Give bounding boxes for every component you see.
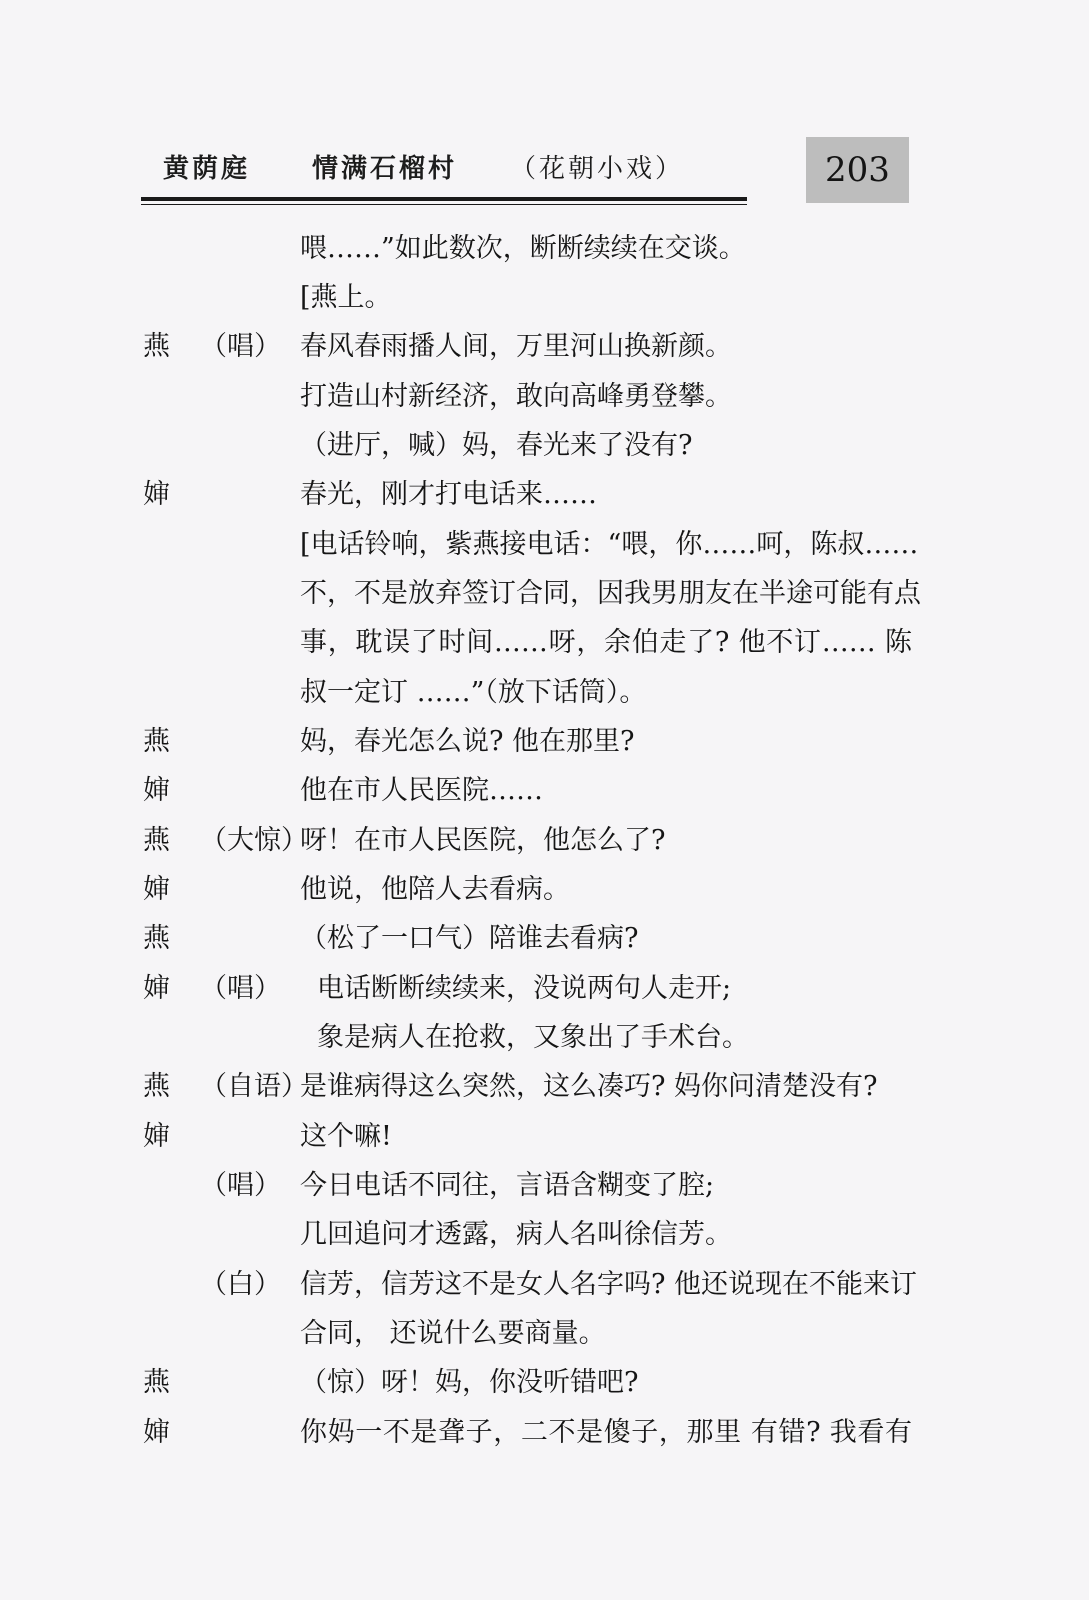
line-text: 他说，他陪人去看病。	[300, 874, 570, 905]
speaker: 婶	[143, 1417, 170, 1448]
script-line	[0, 766, 1089, 816]
script-line	[0, 1260, 1089, 1310]
script-line	[0, 1013, 1089, 1063]
speaker: 婶	[143, 1121, 170, 1152]
line-text: 妈，春光怎么说? 他在那里?	[300, 726, 635, 757]
script-line	[0, 914, 1089, 964]
speaker: 婶	[143, 874, 170, 905]
line-text: 象是病人在抢救，又象出了手术台。	[317, 1022, 749, 1053]
speaker: 婶	[143, 775, 170, 806]
header-rule-thin	[141, 204, 747, 205]
speaker: 燕	[143, 331, 170, 362]
line-text: 几回追问才透露，病人名叫徐信芳。	[300, 1219, 732, 1250]
line-text: 你妈一不是聋子，二不是傻子，那里 有错? 我看有	[300, 1417, 912, 1448]
script-line	[0, 224, 1089, 274]
script-line	[0, 470, 1089, 520]
speaker: 婶	[143, 973, 170, 1004]
speaker: 燕	[143, 923, 170, 954]
script-line	[0, 1112, 1089, 1162]
script-line	[0, 1309, 1089, 1359]
header-title: 情满石榴村	[312, 154, 458, 184]
script-line	[0, 372, 1089, 422]
stage-direction: （大惊）	[200, 825, 308, 856]
stage-direction: （白）	[200, 1269, 281, 1300]
script-line	[0, 569, 1089, 619]
page-number-box	[806, 137, 909, 203]
script-line	[0, 322, 1089, 372]
line-text: （松了一口气）陪谁去看病?	[300, 923, 639, 954]
line-text: 叔一定订 ……”（放下话筒）。	[300, 677, 647, 708]
script-line	[0, 816, 1089, 866]
line-text: 不，不是放弃签订合同，因我男朋友在半途可能有点	[300, 578, 921, 609]
line-text: 喂……”如此数次，断断续续在交谈。	[300, 233, 746, 264]
stage-direction: （唱）	[200, 331, 281, 362]
line-text: 春风春雨播人间，万里河山换新颜。	[300, 331, 732, 362]
page-number: 203	[825, 150, 890, 190]
script-line	[0, 865, 1089, 915]
speaker: 燕	[143, 1071, 170, 1102]
running-header	[0, 0, 1089, 210]
line-text: 事，耽误了时间……呀，余伯走了? 他不订…… 陈	[300, 627, 912, 658]
line-text: 他在市人民医院……	[300, 775, 543, 806]
header-rule-thick	[141, 197, 747, 201]
header-genre: （花朝小戏）	[510, 154, 685, 184]
stage-direction: （唱）	[200, 973, 281, 1004]
line-text: [电话铃响，紫燕接电话：“喂，你……呵，陈叔……	[300, 529, 919, 560]
script-line	[0, 421, 1089, 471]
stage-direction: （唱）	[200, 1170, 281, 1201]
line-text: 今日电话不同往，言语含糊变了腔;	[300, 1170, 715, 1201]
script-line	[0, 520, 1089, 570]
script-line	[0, 1358, 1089, 1408]
script-line	[0, 717, 1089, 767]
line-text: （进厅，喊）妈，春光来了没有?	[300, 430, 693, 461]
speaker: 燕	[143, 726, 170, 757]
speaker: 婶	[143, 479, 170, 510]
line-text: 电话断断续续来，没说两句人走开;	[317, 973, 732, 1004]
script-line	[0, 618, 1089, 668]
script-line	[0, 668, 1089, 718]
line-text: 打造山村新经济，敢向高峰勇登攀。	[300, 381, 732, 412]
speaker: 燕	[143, 825, 170, 856]
script-line	[0, 273, 1089, 323]
line-text: 是谁病得这么突然，这么凑巧? 妈你问清楚没有?	[300, 1071, 878, 1102]
line-text: 春光，刚才打电话来……	[300, 479, 597, 510]
line-text: [燕上。	[300, 282, 392, 313]
line-text: 呀！在市人民医院，他怎么了?	[300, 825, 666, 856]
line-text: 这个嘛!	[300, 1121, 392, 1152]
script-line	[0, 1408, 1089, 1458]
line-text: 合同， 还说什么要商量。	[300, 1318, 606, 1349]
script-line	[0, 1062, 1089, 1112]
header-author: 黄荫庭	[163, 154, 251, 184]
script-line	[0, 964, 1089, 1014]
line-text: 信芳，信芳这不是女人名字吗? 他还说现在不能来订	[300, 1269, 918, 1300]
script-line	[0, 1161, 1089, 1211]
speaker: 燕	[143, 1367, 170, 1398]
line-text: （惊）呀！妈，你没听错吧?	[300, 1367, 639, 1398]
stage-direction: （自语）	[200, 1071, 308, 1102]
script-line	[0, 1210, 1089, 1260]
